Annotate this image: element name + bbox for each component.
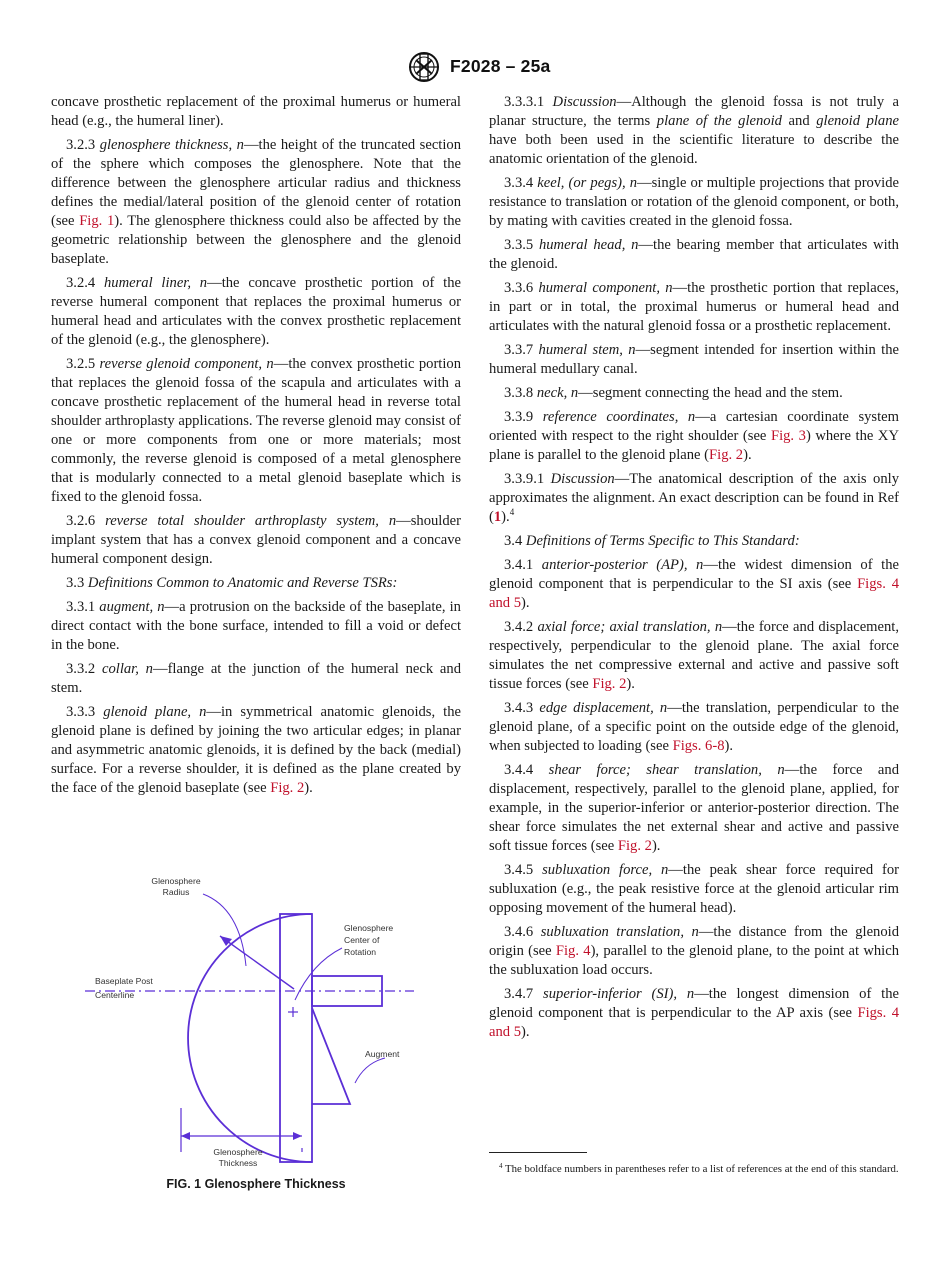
section-heading: 3.3 Definitions Common to Anatomic and Reverse TSRs:: [66, 575, 398, 591]
figure-1-caption: FIG. 1 Glenosphere Thickness: [166, 1177, 346, 1191]
center-of-rotation-marker: [288, 1007, 298, 1017]
discussion-glenoid-plane: 3.3.3.1 Discussion—Although the glenoid fossa is not truly a planar structure, the terms plane of the glenoid and glenoid plane have both been used in the scientific literature to describe the anatomic orientation of the glenoid.: [489, 94, 900, 167]
page-header: [0, 50, 950, 90]
footnote: $^4$ The boldface numbers in parentheses refer to a list of references at the end of this standard.: [499, 1162, 899, 1175]
fig-2-link[interactable]: Fig. 2: [709, 447, 744, 463]
augment: [312, 1008, 350, 1104]
definition-anterior-posterior: 3.4.1 anterior-posterior (AP), n—the widest dimension of the glenoid component that is perpendicular to the SI axis (see Figs. 4 and 5).: [489, 557, 899, 611]
definition-collar: 3.3.2 collar, n—flange at the junction of the humeral neck and stem.: [51, 661, 461, 696]
figs-6-8-link[interactable]: Figs. 6-8: [672, 738, 725, 754]
definition-superior-inferior: 3.4.7 superior-inferior (SI), n—the longest dimension of the glenoid component that is perpendicular to the AP axis (see Figs. 4 and 5).: [489, 986, 899, 1040]
astm-logo-icon: [403, 50, 445, 84]
svg-text:Radius: Radius: [162, 887, 190, 897]
definition-neck: 3.3.8 neck, n—segment connecting the head and the stem.: [504, 385, 843, 401]
discussion-axis: 3.3.9.1 Discussion—The anatomical description of the axis only approximates the alignment. An exact description can be found in Ref (1).$^4$: [489, 471, 899, 525]
fig-2-link[interactable]: Fig. 2: [592, 676, 627, 692]
document-id: F2028 – 25a: [450, 56, 551, 76]
svg-text:Centerline: Centerline: [95, 990, 135, 1000]
figs-4-5-link[interactable]: Figs. 4 and 5: [489, 576, 899, 611]
svg-text:Center of: Center of: [344, 935, 380, 945]
definition-subluxation-force: 3.4.5 subluxation force, n—the peak shear force required for subluxation (e.g., the peak resistive force at the glenoid articular rim opposing movement of the humeral head).: [489, 862, 899, 916]
label-glenosphere-radius: Glenosphere: [151, 876, 201, 886]
definition-reverse-tsa-system: 3.2.6 reverse total shoulder arthroplasty system, n—shoulder implant system that has a convex glenoid component and a concave humeral component design.: [51, 513, 461, 567]
baseplate: [280, 914, 312, 1162]
fig-1-link[interactable]: Fig. 1: [79, 213, 115, 229]
definition-humeral-liner: 3.2.4 humeral liner, n—the concave prosthetic portion of the reverse humeral component that replaces the proximal humerus or humeral head and articulates with the convex prosthetic replacement of the glenoid (e.g., the glenosphere).: [51, 275, 461, 348]
glenosphere-outline: [188, 914, 312, 1162]
definition-axial-force: 3.4.2 axial force; axial translation, n—the force and displacement, respectively, perpendicular to the glenoid plane. The axial force simulates the net compressive external and active and passive soft tissue forces (see Fig. 2).: [489, 619, 900, 692]
left-column: [51, 93, 461, 803]
label-glenosphere-thickness: Glenosphere: [213, 1147, 263, 1157]
paragraph: concave prosthetic replacement of the proximal humerus or humeral head (e.g., the humeral liner).: [51, 94, 461, 129]
svg-text:Rotation: Rotation: [344, 947, 377, 957]
definition-glenosphere-thickness: 3.2.3 glenosphere thickness, n—the height of the truncated section of the sphere which composes the glenosphere. Note that the difference between the glenosphere articular radius and thickness defines the medial/lateral position of the glenoid center of rotation (see Fig. 1). The glenosphere thickness could also be affected by the geometric relationship between the glenosphere and the glenoid baseplate.: [51, 137, 461, 267]
fig-2-link[interactable]: Fig. 2: [617, 838, 652, 854]
label-augment: Augment: [365, 1049, 400, 1059]
fig-4-link[interactable]: Fig. 4: [555, 943, 591, 959]
definition-reverse-glenoid-component: 3.2.5 reverse glenoid component, n—the convex prosthetic portion that replaces the glenoid fossa of the scapula and articulates with a concave prosthetic replacement of the humeral head in reverse total shoulder arthroplasty applications. The reverse glenoid may consist of one or more components from one or more materials; most commonly, the reverse glenoid is composed of a metal glenosphere that is modularly connected to a metal glenoid baseplate which is fixed to the glenoid fossa.: [51, 356, 462, 505]
definition-augment: 3.3.1 augment, n—a protrusion on the backside of the baseplate, in direct contact with the bone surface, intended to fill a void or defect in the bone.: [51, 599, 461, 653]
definition-glenoid-plane: 3.3.3 glenoid plane, n—in symmetrical anatomic glenoids, the glenoid plane is defined by joining the two articular edges; in planar and asymmetric anatomic glenoids, it is defined by the back (medial) surface. For a reverse shoulder, it is defined as the plane created by the face of the glenoid baseplate (see Fig. 2).: [51, 704, 461, 796]
definition-humeral-component: 3.3.6 humeral component, n—the prosthetic portion that replaces, in part or in total, the proximal humerus or humeral head and articulates with the natural glenoid fossa or a prosthetic replacement.: [489, 280, 899, 334]
footnote-divider: [489, 1152, 587, 1153]
label-center-of-rotation: Glenosphere: [344, 923, 394, 933]
label-baseplate-post-centerline: Baseplate Post: [95, 976, 153, 986]
definition-reference-coordinates: 3.3.9 reference coordinates, n—a cartesian coordinate system oriented with respect to the right shoulder (see Fig. 3) where the XY plane is parallel to the glenoid plane (Fig. 2).: [489, 409, 899, 463]
fig-2-link[interactable]: Fig. 2: [270, 780, 305, 796]
definition-shear-force: 3.4.4 shear force; shear translation, n—the force and displacement, respectively, parallel to the glenoid plane, applied, for example, in the superior-inferior or anterior-posterior direction. The shear force simulates the net external shear and active and passive soft tissue forces (see Fig. 2).: [489, 762, 899, 854]
fig-3-link[interactable]: Fig. 3: [770, 428, 806, 444]
definition-humeral-head: 3.3.5 humeral head, n—the bearing member that articulates with the glenoid.: [489, 237, 899, 272]
figs-4-5-link[interactable]: Figs. 4 and 5: [489, 1005, 899, 1040]
definition-keel: 3.3.4 keel, (or pegs), n—single or multiple projections that provide resistance to translation or rotation of the glenoid component, or both, by mating with cavities created in the glenoid fossa.: [489, 175, 899, 229]
section-heading: 3.4 Definitions of Terms Specific to This Standard:: [504, 533, 800, 549]
footnote-marker[interactable]: 4: [509, 507, 515, 517]
right-column: [489, 93, 899, 1047]
definition-subluxation-translation: 3.4.6 subluxation translation, n—the distance from the glenoid origin (see Fig. 4), parallel to the glenoid plane, to the point at which the subluxation load occurs.: [489, 924, 899, 978]
definition-humeral-stem: 3.3.7 humeral stem, n—segment intended for insertion within the humeral medullary canal.: [489, 342, 899, 377]
figure-1-diagram: [80, 868, 430, 1178]
definition-edge-displacement: 3.4.3 edge displacement, n—the translation, perpendicular to the glenoid plane, of a specific point on the outside edge of the glenoid, when subjected to loading (see Figs. 6-8).: [489, 700, 900, 754]
svg-text:Thickness: Thickness: [218, 1158, 258, 1168]
reference-1-link[interactable]: 1: [493, 509, 502, 525]
